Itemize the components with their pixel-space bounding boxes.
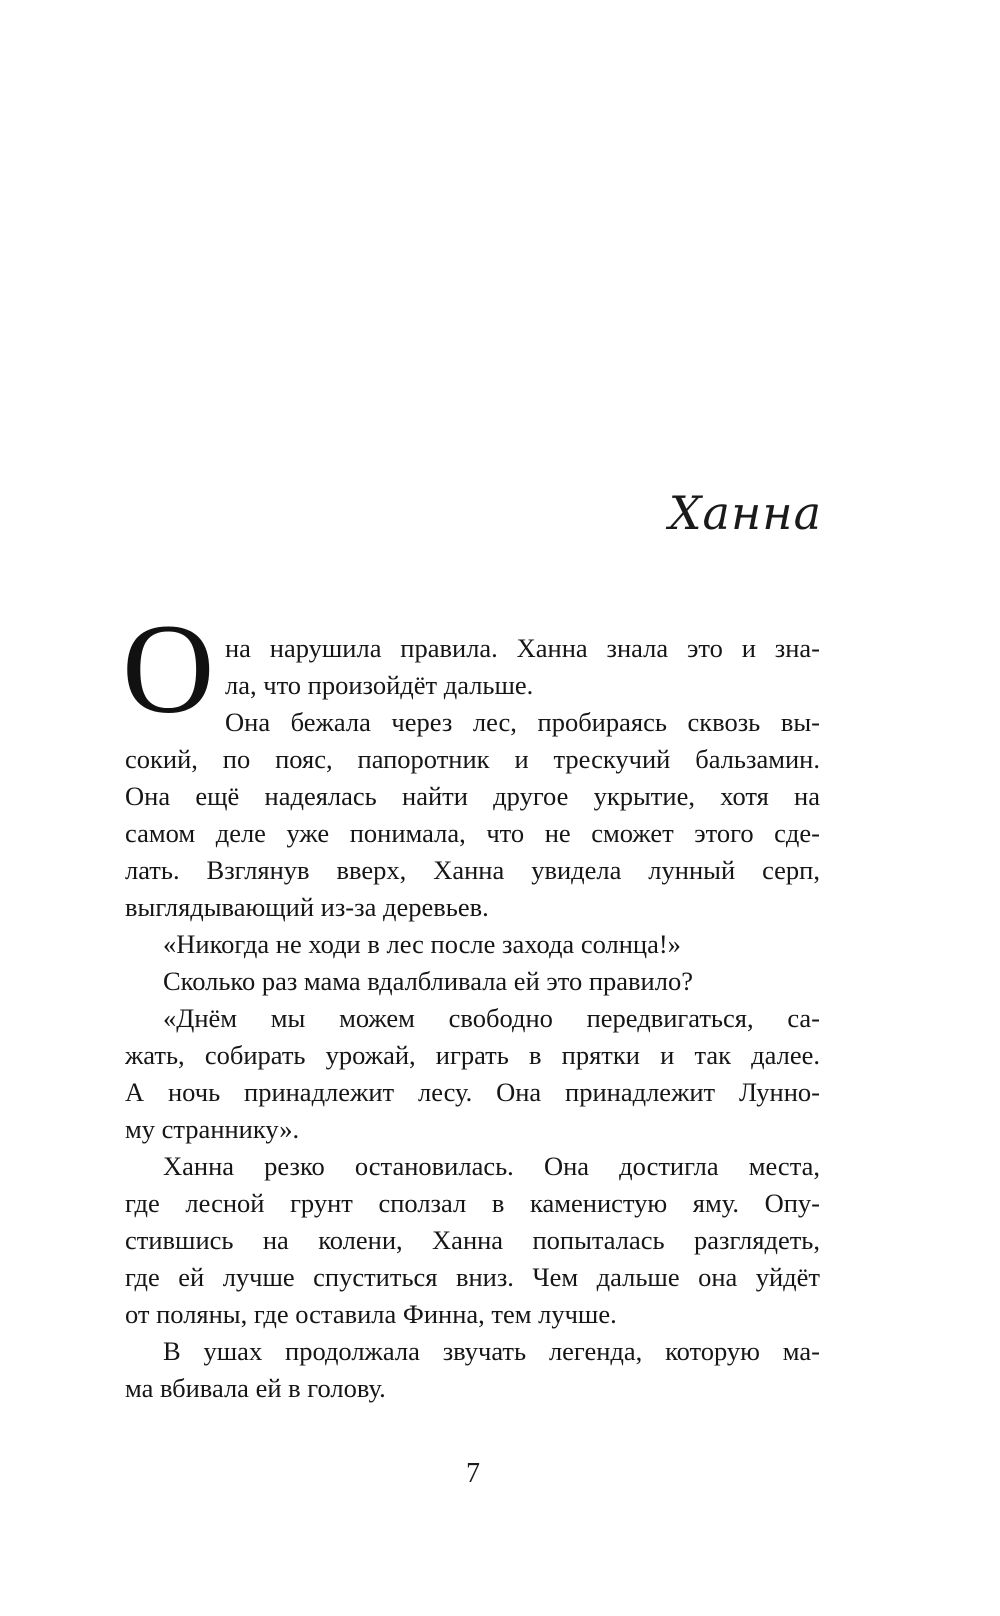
- text-line: Ханна резко остановилась. Она достигла места,: [163, 1151, 820, 1181]
- text-line: стившись на колени, Ханна попыталась разглядеть,: [125, 1225, 820, 1255]
- text-line: «Никогда не ходи в лес после захода солнца!»: [163, 929, 681, 959]
- text-line: ла, что произойдёт дальше.: [225, 670, 534, 700]
- text-line: самом деле уже понимала, что не сможет этого сде-: [125, 818, 820, 848]
- text-line: на нарушила правила. Ханна знала это и зна-: [225, 633, 820, 663]
- page-number: 7: [466, 1458, 480, 1489]
- text-line: А ночь принадлежит лесу. Она принадлежит Лунно-: [125, 1077, 820, 1107]
- text-line: ма вбивала ей в голову.: [125, 1373, 386, 1403]
- chapter-title: Ханна: [668, 486, 822, 540]
- text-line: Сколько раз мама вдалбливала ей это правило?: [163, 966, 693, 996]
- drop-cap: О: [122, 598, 215, 740]
- text-line: выглядывающий из-за деревьев.: [125, 892, 489, 922]
- text-line: «Днём мы можем свободно передвигаться, са-: [163, 1003, 820, 1033]
- text-line: сокий, по пояс, папоротник и трескучий бальзамин.: [125, 744, 820, 774]
- text-line: му страннику».: [125, 1114, 300, 1144]
- chapter-text: [125, 630, 820, 1407]
- text-line: Она бежала через лес, пробираясь сквозь вы-: [225, 707, 820, 737]
- text-line: Она ещё надеялась найти другое укрытие, хотя на: [125, 781, 820, 811]
- text-line: жать, собирать урожай, играть в прятки и так далее.: [125, 1040, 820, 1070]
- text-line: где лесной грунт сползал в каменистую яму. Опу-: [125, 1188, 820, 1218]
- text-line: В ушах продолжала звучать легенда, которую ма-: [163, 1336, 820, 1366]
- text-line: где ей лучше спуститься вниз. Чем дальше она уйдёт: [125, 1262, 820, 1292]
- text-line: лать. Взглянув вверх, Ханна увидела лунный серп,: [125, 855, 820, 885]
- text-line: от поляны, где оставила Финна, тем лучше.: [125, 1299, 617, 1329]
